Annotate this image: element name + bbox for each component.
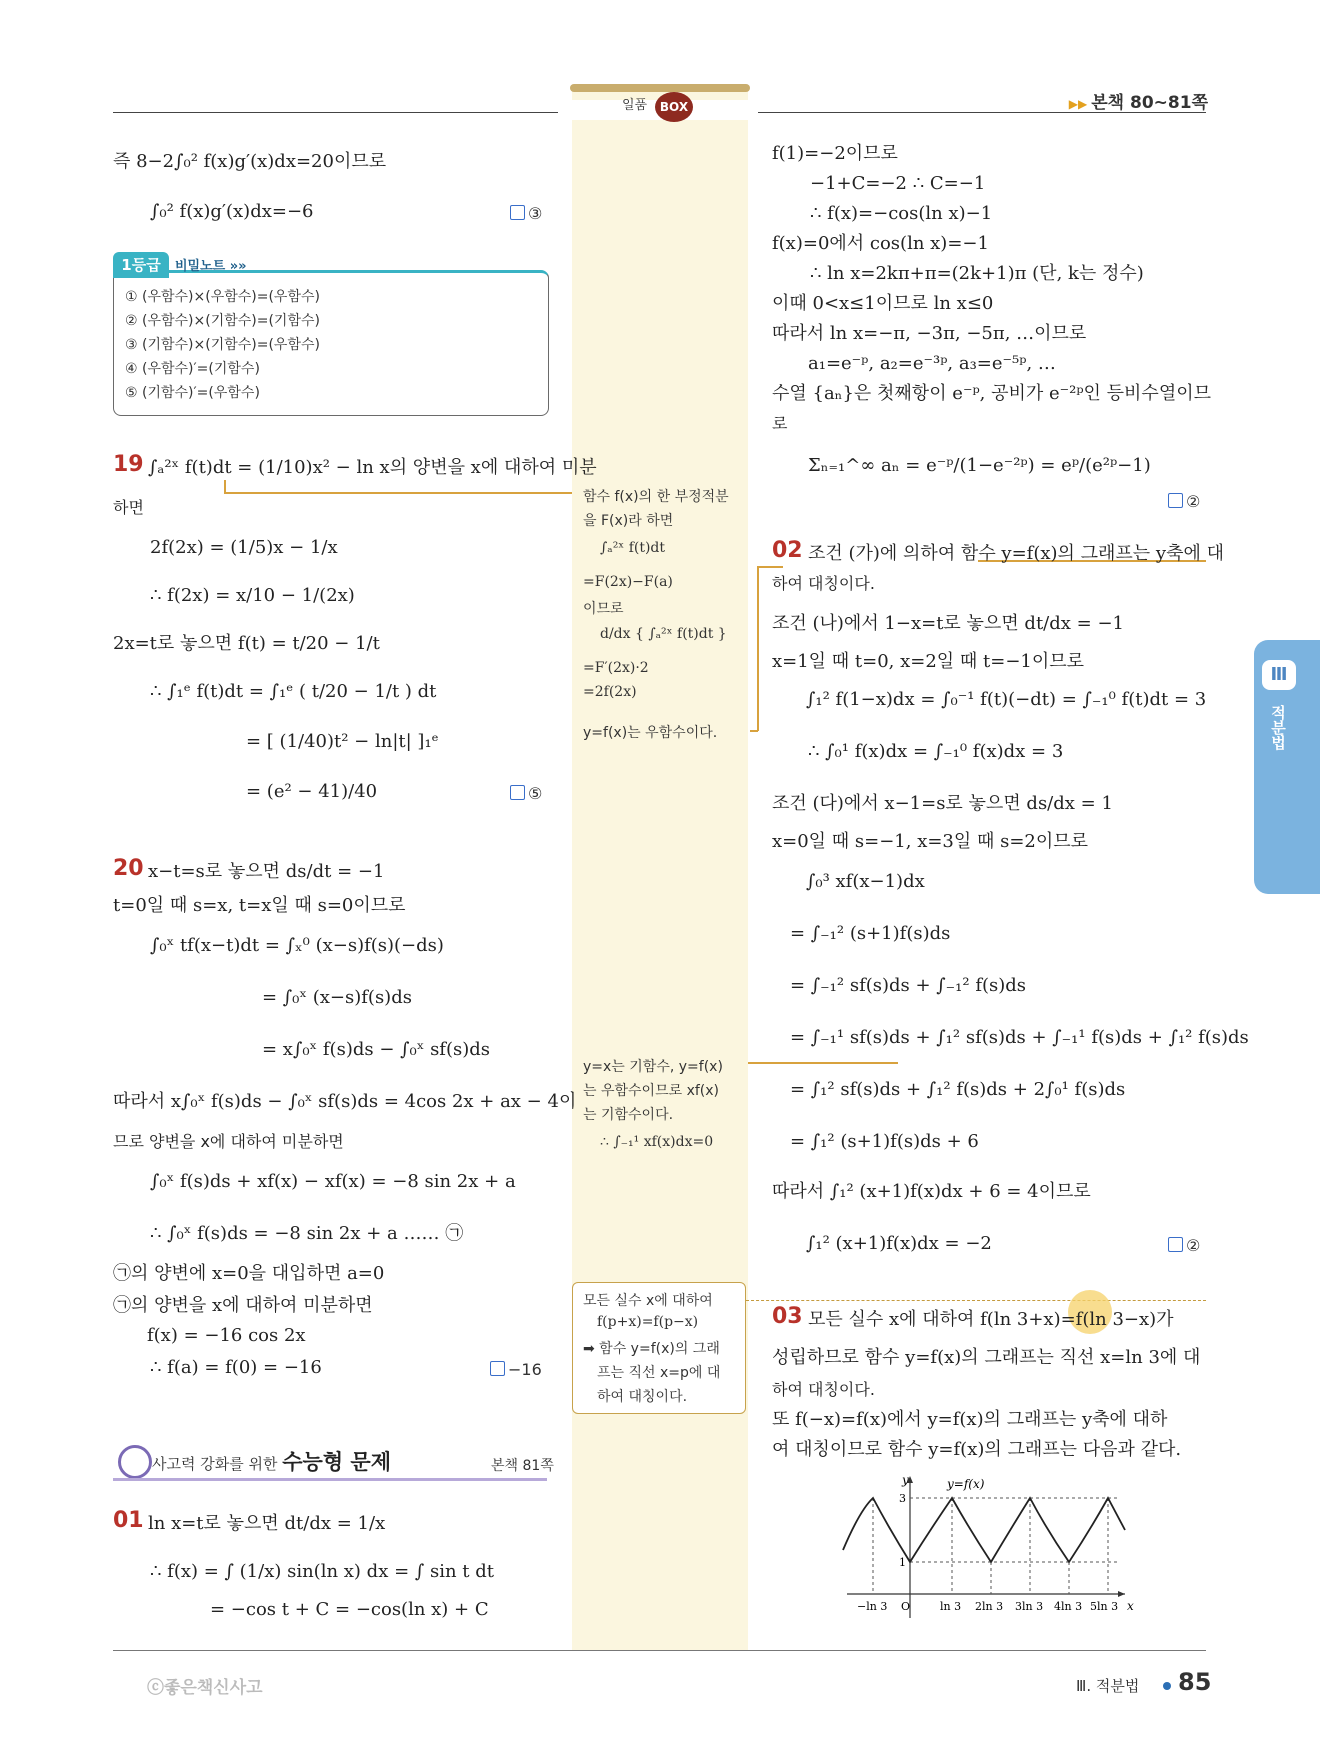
answer-mark xyxy=(510,204,542,223)
q19-line: 2x=t로 놓으면 f(t) = t/20 − 1/t xyxy=(113,633,380,654)
cont-line: ∴ f(x)=−cos(ln x)−1 xyxy=(810,203,993,224)
side-note-column xyxy=(572,88,748,1650)
arrow-icon: ▶▶ xyxy=(1068,97,1088,111)
y-value-label: 3 xyxy=(899,1492,906,1505)
q03-line: 모든 실수 x에 대하여 f(ln 3+x)=f(ln 3−x)가 xyxy=(808,1309,1174,1330)
banner-underline xyxy=(113,1478,547,1481)
side-note: 는 기함수이다. xyxy=(583,1107,674,1123)
side-note: 을 F(x)라 하면 xyxy=(583,513,674,529)
q02-line: 조건 (가)에 의하여 함수 y=f(x)의 그래프는 y축에 대 xyxy=(808,543,1224,564)
cont-line: f(1)=−2이므로 xyxy=(772,143,898,164)
question-number: 20 xyxy=(113,856,144,881)
q02-line: 조건 (나)에서 1−x=t로 놓으면 dt/dx = −1 xyxy=(772,613,1124,634)
q02-line: = ∫₋₁¹ sf(s)ds + ∫₁² sf(s)ds + ∫₋₁¹ f(s)ds + ∫₁² f(s)ds xyxy=(790,1027,1249,1048)
q02-line: ∴ ∫₀¹ f(x)dx = ∫₋₁⁰ f(x)dx = 3 xyxy=(808,741,1064,762)
answer-icon xyxy=(1168,1237,1183,1252)
side-note: 함수 f(x)의 한 부정적분 xyxy=(583,489,729,505)
q20-line: 므로 양변을 x에 대하여 미분하면 xyxy=(113,1132,344,1151)
side-note: 이므로 xyxy=(583,601,624,617)
q02-line: ∫₁² (x+1)f(x)dx = −2 xyxy=(806,1233,992,1254)
q19-line: ∴ ∫₁ᵉ f(t)dt = ∫₁ᵉ ( t/20 − 1/t ) dt xyxy=(150,681,437,702)
connector-line xyxy=(757,566,783,568)
cont-line: −1+C=−2 ∴ C=−1 xyxy=(810,173,986,194)
cont-line: 따라서 ln x=−π, −3π, −5π, …이므로 xyxy=(772,323,1087,344)
x-tick-label: 4ln 3 xyxy=(1054,1600,1083,1613)
connector-line xyxy=(224,492,572,494)
q02-line: = ∫₋₁² (s+1)f(s)ds xyxy=(790,923,951,944)
y-axis-label: y xyxy=(902,1473,909,1487)
q02-line: 조건 (다)에서 x−1=s로 놓으면 ds/dx = 1 xyxy=(772,793,1113,814)
banner-subtitle: 사고력 강화를 위한 xyxy=(152,1455,278,1473)
box-badge: BOX xyxy=(655,92,693,122)
q20-line: ∫₀ˣ f(s)ds + xf(x) − xf(x) = −8 sin 2x + a xyxy=(150,1171,516,1192)
side-note-cap xyxy=(570,84,750,92)
question-number: 02 xyxy=(772,538,803,563)
target-icon xyxy=(118,1445,152,1479)
q20-line: f(x) = −16 cos 2x xyxy=(147,1325,306,1346)
grade-tab: 1등급 xyxy=(113,252,169,278)
note-line: ② (우함수)×(기함수)=(기함수) xyxy=(125,313,320,329)
x-tick-label: 2ln 3 xyxy=(975,1600,1004,1613)
footer-dot xyxy=(1163,1682,1171,1690)
answer-value: ② xyxy=(1186,1236,1201,1255)
q01-line: ∴ f(x) = ∫ (1/x) sin(ln x) dx = ∫ sin t dt xyxy=(150,1561,494,1582)
answer-mark xyxy=(490,1360,542,1379)
function-graph xyxy=(835,1470,1135,1620)
answer-mark xyxy=(1168,1236,1200,1255)
side-note: ➡ 함수 y=f(x)의 그래 xyxy=(583,1341,720,1357)
side-note: d/dx { ∫ₐ²ˣ f(t)dt } xyxy=(600,626,727,642)
box-label: 일품 xyxy=(622,98,648,113)
q20-line: t=0일 때 s=x, t=x일 때 s=0이므로 xyxy=(113,895,406,916)
secret-note-title: 비밀노트 »» xyxy=(175,259,247,274)
question-number: 03 xyxy=(772,1304,803,1329)
cont-line: f(x)=0에서 cos(ln x)=−1 xyxy=(772,233,989,254)
side-note: 프는 직선 x=p에 대 xyxy=(597,1365,721,1381)
cont-line: 수열 {aₙ}은 첫째항이 e⁻ᵖ, 공비가 e⁻²ᵖ인 등비수열이므 xyxy=(772,383,1211,404)
q19-line: ∴ f(2x) = x/10 − 1/(2x) xyxy=(150,585,355,606)
answer-value: −16 xyxy=(508,1360,542,1379)
q01-line: = −cos t + C = −cos(ln x) + C xyxy=(210,1599,489,1620)
banner-heading: 수능형 문제 xyxy=(282,1450,391,1474)
q02-line: 따라서 ∫₁² (x+1)f(x)dx + 6 = 4이므로 xyxy=(772,1181,1091,1202)
chapter-number: Ⅲ xyxy=(1262,660,1296,690)
function-label: y=f(x) xyxy=(947,1477,985,1491)
q02-line: x=1일 때 t=0, x=2일 때 t=−1이므로 xyxy=(772,651,1085,672)
q03-line: 하여 대칭이다. xyxy=(772,1380,875,1399)
y-value-label: 1 xyxy=(899,1556,906,1569)
intro-line-1: 즉 8−2∫₀² f(x)g′(x)dx=20이므로 xyxy=(113,151,387,172)
x-tick-label: ln 3 xyxy=(940,1600,962,1613)
q20-line: = x∫₀ˣ f(s)ds − ∫₀ˣ sf(s)ds xyxy=(262,1039,491,1060)
origin-label: O xyxy=(901,1600,911,1613)
side-note: =2f(2x) xyxy=(583,684,637,700)
cont-line: ∴ ln x=2kπ+π=(2k+1)π (단, k는 정수) xyxy=(810,263,1144,284)
q19-line: ∫ₐ²ˣ f(t)dt = (1/10)x² − ln x의 양변을 x에 대하여 미분 xyxy=(148,457,597,478)
page-number: 85 xyxy=(1178,1668,1212,1696)
x-axis-label: x xyxy=(1127,1599,1134,1613)
q20-line: 따라서 x∫₀ˣ f(s)ds − ∫₀ˣ sf(s)ds = 4cos 2x + ax − 4이 xyxy=(113,1091,577,1112)
publisher-logo: ⓒ좋은책신사고 xyxy=(147,1678,263,1698)
cont-line: Σₙ₌₁^∞ aₙ = e⁻ᵖ/(1−e⁻²ᵖ) = eᵖ/(e²ᵖ−1) xyxy=(808,455,1151,476)
q03-line: 또 f(−x)=f(x)에서 y=f(x)의 그래프는 y축에 대하 xyxy=(772,1409,1168,1430)
note-line: ④ (우함수)′=(기함수) xyxy=(125,361,260,377)
q02-line: = ∫₁² sf(s)ds + ∫₁² f(s)ds + 2∫₀¹ f(s)ds xyxy=(790,1079,1126,1100)
q19-line: = [ (1/40)t² − ln|t| ]₁ᵉ xyxy=(246,731,439,752)
q02-line: ∫₁² f(1−x)dx = ∫₀⁻¹ f(t)(−dt) = ∫₋₁⁰ f(t)dt = 3 xyxy=(806,689,1207,710)
q20-line: ㉠의 양변에 x=0을 대입하면 a=0 xyxy=(113,1263,385,1284)
answer-mark xyxy=(1168,492,1200,511)
section-banner-title xyxy=(152,1446,391,1476)
x-tick-label: −ln 3 xyxy=(857,1600,888,1613)
answer-icon xyxy=(510,785,525,800)
q02-line: 하여 대칭이다. xyxy=(772,574,875,593)
book-reference xyxy=(1069,88,1208,113)
side-note: 하여 대칭이다. xyxy=(597,1389,688,1405)
q02-line: ∫₀³ xf(x−1)dx xyxy=(806,871,925,892)
question-number: 19 xyxy=(113,452,144,477)
answer-icon xyxy=(490,1361,505,1376)
connector-line xyxy=(748,1062,898,1064)
note-line: ① (우함수)×(우함수)=(우함수) xyxy=(125,289,320,305)
footer-rule xyxy=(113,1650,1206,1651)
cont-line: 로 xyxy=(772,414,788,433)
q02-line: = ∫₋₁² sf(s)ds + ∫₋₁² f(s)ds xyxy=(790,975,1027,996)
banner-reference: 본책 81쪽 xyxy=(491,1458,554,1474)
cont-line: 이때 0<x≤1이므로 ln x≤0 xyxy=(772,293,994,314)
cont-line: a₁=e⁻ᵖ, a₂=e⁻³ᵖ, a₃=e⁻⁵ᵖ, … xyxy=(808,353,1056,374)
side-note: ∴ ∫₋₁¹ xf(x)dx=0 xyxy=(600,1134,714,1150)
q19-line: = (e² − 41)/40 xyxy=(246,781,378,802)
q20-line: = ∫₀ˣ (x−s)f(s)ds xyxy=(262,987,412,1008)
chapter-title: 적분법 xyxy=(1269,705,1287,750)
answer-value: ③ xyxy=(528,204,543,223)
book-reference-text: 본책 80~81쪽 xyxy=(1091,93,1208,113)
answer-icon xyxy=(510,205,525,220)
x-tick-label: 5ln 3 xyxy=(1090,1600,1119,1613)
q19-line: 2f(2x) = (1/5)x − 1/x xyxy=(150,537,338,558)
side-note: 는 우함수이므로 xf(x) xyxy=(583,1083,719,1099)
answer-icon xyxy=(1168,493,1183,508)
connector-line xyxy=(757,566,759,731)
intro-line-2: ∫₀² f(x)g′(x)dx=−6 xyxy=(150,201,314,222)
answer-value: ⑤ xyxy=(528,784,543,803)
x-tick-label: 3ln 3 xyxy=(1015,1600,1044,1613)
side-note: ∫ₐ²ˣ f(t)dt xyxy=(600,540,666,556)
note-line: ⑤ (기함수)′=(우함수) xyxy=(125,385,260,401)
q20-line: x−t=s로 놓으면 ds/dt = −1 xyxy=(148,861,385,882)
side-note: f(p+x)=f(p−x) xyxy=(597,1314,699,1330)
q20-line: ㉠의 양변을 x에 대하여 미분하면 xyxy=(113,1295,373,1316)
answer-value: ② xyxy=(1186,492,1201,511)
q02-line: x=0일 때 s=−1, x=3일 때 s=2이므로 xyxy=(772,831,1089,852)
q20-line: ∴ ∫₀ˣ f(s)ds = −8 sin 2x + a …… ㉠ xyxy=(150,1223,464,1244)
question-number: 01 xyxy=(113,1508,144,1533)
q03-line: 성립하므로 함수 y=f(x)의 그래프는 직선 x=ln 3에 대 xyxy=(772,1347,1201,1368)
side-note: =F′(2x)·2 xyxy=(583,660,649,676)
side-note: 모든 실수 x에 대하여 xyxy=(583,1293,713,1309)
footer-section: Ⅲ. 적분법 xyxy=(1076,1677,1140,1695)
q01-line: ln x=t로 놓으면 dt/dx = 1/x xyxy=(148,1513,386,1534)
note-line: ③ (기함수)×(기함수)=(우함수) xyxy=(125,337,320,353)
side-note: y=x는 기함수, y=f(x) xyxy=(583,1059,723,1075)
dashed-connector xyxy=(746,1300,1206,1301)
q20-line: ∴ f(a) = f(0) = −16 xyxy=(150,1357,322,1378)
side-note: =F(2x)−F(a) xyxy=(583,574,673,590)
answer-mark xyxy=(510,784,542,803)
q19-line: 하면 xyxy=(113,498,144,517)
connector-line xyxy=(224,480,226,493)
side-note: y=f(x)는 우함수이다. xyxy=(583,725,718,741)
q03-line: 여 대칭이므로 함수 y=f(x)의 그래프는 다음과 같다. xyxy=(772,1439,1182,1460)
q02-line: = ∫₁² (s+1)f(s)ds + 6 xyxy=(790,1131,979,1152)
q20-line: ∫₀ˣ tf(x−t)dt = ∫ₓ⁰ (x−s)f(s)(−ds) xyxy=(150,935,444,956)
